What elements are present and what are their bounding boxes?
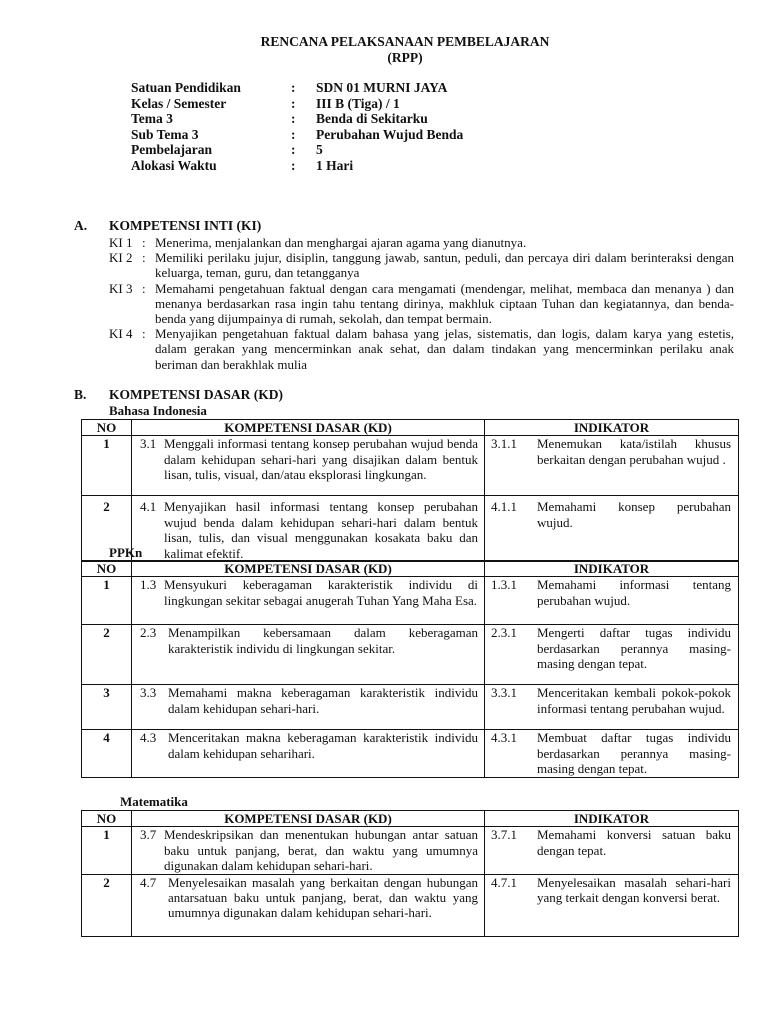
table-row — [82, 625, 739, 685]
ki-text: Menyajikan pengetahuan faktual dalam bahasa yang jelas, sistematis, dan logis, dalam karya yang estetis, dalam gerakan yang mencerminkan anak sehat, dan dalam tindakan yang mencerminkan perilaku anak beriman dan berakhlak mulia — [155, 326, 734, 372]
indikator-cell — [485, 730, 739, 778]
identity-colon: : — [291, 111, 296, 127]
indikator-number: 3.7.1 — [491, 827, 517, 843]
section-letter: A. — [74, 218, 88, 233]
kd-text: Mendeskripsikan dan menentukan hubungan antar satuan baku untuk panjang, berat, dan waktu yang umumnya digunakan dalam kehidupan sehari-hari. — [164, 827, 478, 874]
identity-colon: : — [291, 80, 296, 95]
indikator-text: Menceritakan kembali pokok-pokok informasi tentang perubahan wujud. — [537, 685, 731, 716]
ki-colon: : — [142, 280, 146, 296]
indikator-text: Memahami konsep perubahan wujud. — [537, 499, 731, 530]
kd-number: 4.1 — [140, 499, 157, 515]
identity-label: Tema 3 — [131, 111, 173, 127]
kd-cell — [132, 685, 485, 730]
identity-row — [131, 111, 463, 127]
kd-number: 3.1 — [140, 436, 157, 452]
row-number: 2 — [82, 496, 132, 562]
indikator-number: 2.3.1 — [491, 625, 517, 641]
row-number: 2 — [82, 625, 132, 685]
identity-label: Pembelajaran — [131, 142, 212, 158]
ki-colon: : — [142, 326, 146, 342]
identity-row — [131, 80, 463, 96]
kd-cell — [132, 730, 485, 778]
row-number: 1 — [82, 577, 132, 625]
identity-row — [131, 96, 463, 112]
kd-text: Menggali informasi tentang konsep perubahan wujud benda dalam kehidupan sehari-hari yang disajikan dalam bentuk lisan, tulis, visual, dan/atau eksplorasi lingkungan. — [164, 436, 478, 483]
kd-text: Menampilkan kebersamaan dalam keberagaman karakteristik individu di lingkungan sekitar. — [168, 625, 478, 656]
indikator-cell — [485, 625, 739, 685]
column-header-no: NO — [82, 811, 132, 827]
subject-heading: Matematika — [120, 794, 188, 809]
indikator-text: Menyelesaikan masalah sehari-hari yang terkait dengan konversi berat. — [537, 874, 731, 906]
indikator-number: 4.1.1 — [491, 499, 517, 515]
indikator-number: 4.7.1 — [491, 874, 517, 890]
column-header-kd: KOMPETENSI DASAR (KD) — [132, 811, 485, 827]
indikator-cell — [485, 436, 739, 496]
subject-heading: PPKn — [109, 545, 143, 560]
kd-number: 4.7 — [140, 874, 157, 890]
ki-item — [109, 326, 734, 372]
ki-text: Menerima, menjalankan dan menghargai ajaran agama yang dianutnya. — [155, 235, 527, 250]
indikator-text: Membuat daftar tugas individu berdasarkan perannya masing-masing dengan tepat. — [537, 730, 731, 777]
indikator-number: 1.3.1 — [491, 577, 517, 593]
identity-colon: : — [291, 142, 296, 158]
kd-table-bahasa-indonesia — [81, 419, 739, 562]
table-row — [82, 436, 739, 496]
identity-value: Benda di Sekitarku — [316, 111, 428, 127]
column-header-no: NO — [82, 420, 132, 436]
ki-item — [109, 250, 734, 280]
kd-text: Menyelesaikan masalah yang berkaitan dengan hubungan antarsatuan baku untuk panjang, berat, dan waktu yang umumnya digunakan dalam kehidupan sehari-hari. — [168, 874, 478, 921]
identity-label: Satuan Pendidikan — [131, 80, 241, 95]
ki-label: KI 4 — [109, 326, 133, 342]
ki-text: Memiliki perilaku jujur, disiplin, tanggung jawab, santun, peduli, dan percaya diri dalam berinteraksi dengan keluarga, teman, guru, dan tetangganya — [155, 250, 734, 281]
identity-value: 1 Hari — [316, 157, 354, 173]
indikator-cell — [485, 577, 739, 625]
column-header-kd: KOMPETENSI DASAR (KD) — [132, 420, 485, 436]
ki-label: KI 3 — [109, 280, 133, 296]
identity-value: III B (Tiga) / 1 — [316, 95, 400, 111]
indikator-number: 4.3.1 — [491, 730, 517, 746]
indikator-number: 3.3.1 — [491, 685, 517, 701]
indikator-text: Memahami konversi satuan baku dengan tepat. — [537, 827, 731, 858]
kd-number: 1.3 — [140, 577, 157, 593]
identity-row — [131, 158, 463, 174]
indikator-cell — [485, 496, 739, 562]
kd-text: Memahami makna keberagaman karakteristik individu dalam kehidupan sehari-hari. — [168, 685, 478, 716]
kd-cell — [132, 625, 485, 685]
section-a-heading — [74, 218, 261, 234]
indikator-text: Memahami informasi tentang perubahan wujud. — [537, 577, 731, 608]
table-header-row — [82, 811, 739, 827]
indikator-cell — [485, 685, 739, 730]
subject-heading: Bahasa Indonesia — [109, 403, 207, 418]
table-row — [82, 496, 739, 562]
kd-cell — [132, 577, 485, 625]
kd-text: Menceritakan makna keberagaman karakteristik individu dalam kehidupan seharihari. — [168, 730, 478, 761]
kd-number: 3.3 — [140, 685, 157, 701]
kd-text: Mensyukuri keberagaman karakteristik individu di lingkungan sekitar sebagai anugerah Tuhan Yang Maha Esa. — [164, 577, 478, 608]
table-row — [82, 874, 739, 936]
ki-item — [109, 235, 734, 250]
table-row — [82, 577, 739, 625]
ki-item — [109, 281, 734, 327]
ki-label: KI 1 — [109, 235, 133, 250]
identity-row — [131, 142, 463, 158]
identity-row — [131, 127, 463, 143]
indikator-cell — [485, 827, 739, 874]
kd-number: 3.7 — [140, 827, 157, 843]
identity-colon: : — [291, 157, 296, 173]
identity-label: Kelas / Semester — [131, 95, 227, 111]
table-row — [82, 685, 739, 730]
identity-value: 5 — [316, 142, 323, 158]
row-number: 4 — [82, 730, 132, 778]
indikator-number: 3.1.1 — [491, 436, 517, 452]
identity-block — [131, 80, 463, 174]
identity-value: SDN 01 MURNI JAYA — [316, 80, 448, 95]
kd-text: Menyajikan hasil informasi tentang konsep perubahan wujud benda dalam kehidupan sehari-hari dalam bentuk lisan, tulis, dan visual menggunakan kosakata baku dan kalimat efektif. — [164, 499, 478, 561]
kd-cell — [132, 874, 485, 936]
ki-colon: : — [142, 250, 146, 266]
document-title: RENCANA PELAKSANAAN PEMBELAJARAN — [260, 34, 550, 49]
section-title: KOMPETENSI INTI (KI) — [109, 218, 262, 233]
kd-table-ppkn — [81, 560, 739, 778]
section-title: KOMPETENSI DASAR (KD) — [109, 387, 284, 402]
kd-table-matematika — [81, 810, 739, 937]
table-header-row — [82, 561, 739, 577]
column-header-no: NO — [82, 561, 132, 577]
kd-number: 4.3 — [140, 730, 157, 746]
section-letter: B. — [74, 387, 87, 402]
kd-number: 2.3 — [140, 625, 157, 641]
kd-cell — [132, 827, 485, 874]
ki-list — [109, 235, 734, 372]
ki-label: KI 2 — [109, 250, 133, 266]
column-header-indikator: INDIKATOR — [485, 420, 739, 436]
table-row — [82, 730, 739, 778]
ki-text: Memahami pengetahuan faktual dengan cara mengamati (mendengar, melihat, membaca dan menanya ) dan menanya berdasarkan rasa ingin tahu tentang dirinya, makhluk ciptaan Tuhan dan kegiatannya, dan benda-benda yang dijumpainya di rumah, sekolah, dan tempat bermain. — [155, 280, 734, 327]
identity-value: Perubahan Wujud Benda — [316, 126, 464, 142]
identity-label: Alokasi Waktu — [131, 157, 217, 173]
identity-colon: : — [291, 126, 296, 142]
column-header-indikator: INDIKATOR — [485, 561, 739, 577]
table-row — [82, 827, 739, 874]
column-header-kd: KOMPETENSI DASAR (KD) — [132, 561, 485, 577]
table-header-row — [82, 420, 739, 436]
section-b-heading — [74, 387, 283, 403]
row-number: 2 — [82, 874, 132, 936]
identity-colon: : — [291, 95, 296, 111]
kd-cell — [132, 496, 485, 562]
row-number: 3 — [82, 685, 132, 730]
kd-cell — [132, 436, 485, 496]
row-number: 1 — [82, 436, 132, 496]
identity-label: Sub Tema 3 — [131, 126, 199, 142]
column-header-indikator: INDIKATOR — [485, 811, 739, 827]
indikator-text: Menemukan kata/istilah khusus berkaitan dengan perubahan wujud . — [537, 436, 731, 467]
ki-colon: : — [142, 235, 146, 250]
indikator-cell — [485, 874, 739, 936]
indikator-text: Mengerti daftar tugas individu berdasarkan perannya masing-masing dengan tepat. — [537, 625, 731, 672]
document-subtitle: (RPP) — [387, 50, 423, 65]
row-number: 1 — [82, 827, 132, 874]
